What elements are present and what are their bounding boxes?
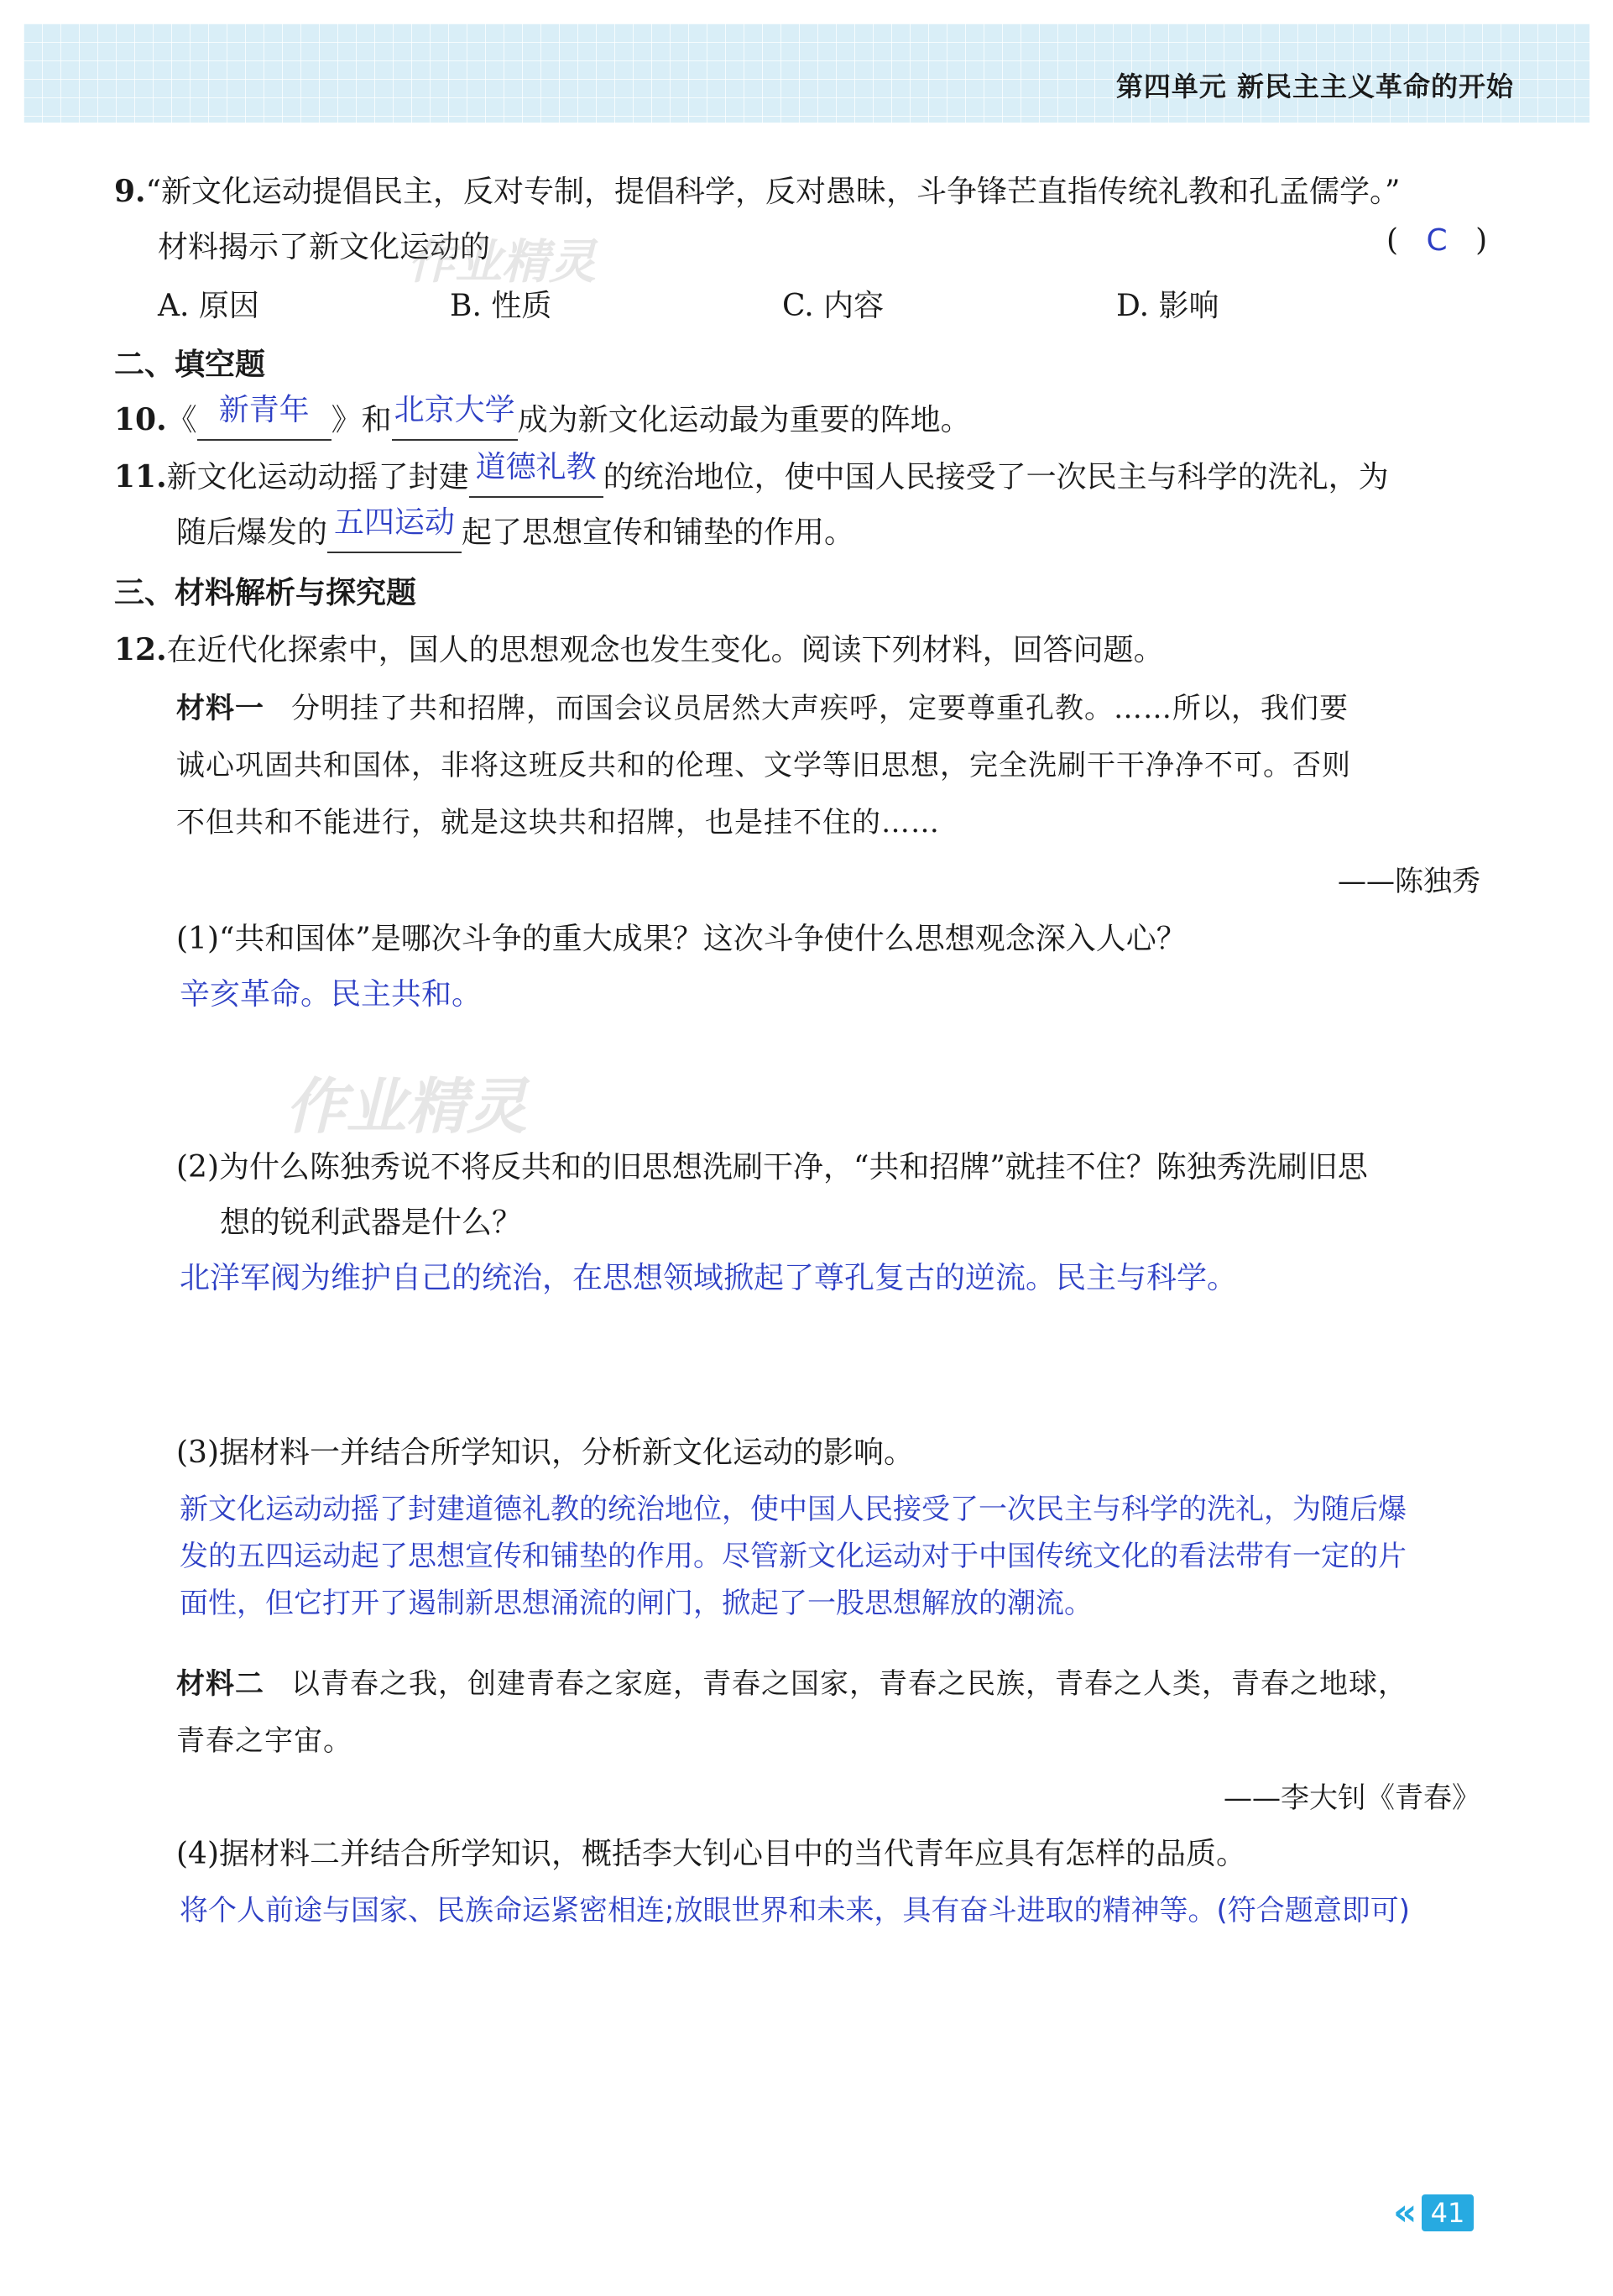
sub-answer-1: 辛亥革命。民主共和。 (180, 977, 483, 1012)
sub-question-4: (4)据材料二并结合所学知识，概括李大钊心目中的当代青年应具有怎样的品质。 (176, 1837, 1246, 1871)
question-number: 9. (114, 174, 146, 209)
question-11 (114, 450, 1389, 498)
sub-question-1: (1)“共和国体”是哪次斗争的重大成果？这次斗争使什么思想观念深入人心？ (176, 922, 1187, 956)
text: 新文化运动动摇了封建 (166, 460, 469, 494)
question-text: “新文化运动提倡民主，反对专制，提倡科学，反对愚昧，斗争锋芒直指传统礼教和孔孟儒学。” (145, 175, 1401, 209)
text: 》和 (331, 403, 392, 437)
material-1-line3: 不但共和不能进行，就是这块共和招牌，也是挂不住的…… (176, 806, 940, 839)
sub-question-2-line2: 想的锐利武器是什么？ (220, 1206, 523, 1240)
watermark: 作业精灵 (285, 1071, 528, 1142)
text: 《 (166, 403, 197, 437)
question-number: 10. (114, 402, 167, 437)
chevron-left-icon: « (1393, 2191, 1417, 2234)
paren-open: ( (1386, 223, 1399, 258)
option-d: D. 影响 (1116, 289, 1219, 323)
section-fill-blank: 二、填空题 (114, 348, 266, 382)
answer-choice: C (1426, 223, 1448, 258)
section-material-analysis: 三、材料解析与探究题 (114, 576, 417, 610)
material-2-line1 (176, 1661, 1407, 1702)
question-12 (114, 626, 1164, 669)
question-text: 材料揭示了新文化运动的 (158, 230, 491, 264)
text: 随后爆发的 (176, 515, 328, 550)
material-text: 分明挂了共和招牌，而国会议员居然大声疾呼，定要尊重孔教。……所以，我们要 (291, 692, 1349, 725)
sub-question-3: (3)据材料一并结合所学知识，分析新文化运动的影响。 (176, 1436, 914, 1470)
blank-2 (327, 505, 462, 553)
sub-answer-4: 将个人前途与国家、民族命运紧密相连;放眼世界和未来，具有奋斗进取的精神等。(符合题意即可) (180, 1894, 1410, 1927)
material-2-line2: 青春之宇宙。 (176, 1724, 352, 1758)
material-text: 以青春之我，创建青春之家庭，青春之国家，青春之民族，青春之人类，青春之地球， (291, 1667, 1407, 1701)
paren-close: ) (1475, 223, 1488, 258)
question-number: 11. (114, 459, 167, 494)
sub-answer-3-line2: 发的五四运动起了思想宣传和铺垫的作用。尽管新文化运动对于中国传统文化的看法带有一定的片 (180, 1540, 1407, 1573)
blank-1 (469, 450, 603, 498)
question-text: 在近代化探索中，国人的思想观念也发生变化。阅读下列材料，回答问题。 (166, 633, 1164, 667)
unit-title: 第四单元 新民主主义革命的开始 (1115, 71, 1514, 102)
page-number: 41 (1422, 2194, 1474, 2231)
question-11-line2 (176, 505, 855, 553)
sub-answer-3-line1: 新文化运动动摇了封建道德礼教的统治地位，使中国人民接受了一次民主与科学的洗礼，为随后爆 (180, 1493, 1407, 1526)
answer-parens (1386, 223, 1487, 258)
blank-1 (197, 393, 331, 441)
sub-answer-3-line3: 面性，但它打开了遏制新思想涌流的闸门，掀起了一股思想解放的潮流。 (180, 1587, 1093, 1620)
material-2-source: ——李大钊《青春》 (1224, 1781, 1480, 1815)
sub-question-2-line1: (2)为什么陈独秀说不将反共和的旧思想洗刷干净，“共和招牌”就挂不住？陈独秀洗刷旧思 (176, 1150, 1368, 1185)
blank-answer: 道德礼教 (475, 450, 597, 484)
blank-answer: 五四运动 (334, 505, 456, 540)
option-a: A. 原因 (158, 289, 259, 323)
watermark: 作业精灵 (408, 235, 596, 290)
material-1-source: ——陈独秀 (1338, 865, 1480, 898)
option-b: B. 性质 (450, 289, 552, 323)
question-10 (114, 393, 971, 441)
question-9 (114, 168, 1400, 211)
material-label: 材料一 (176, 692, 264, 725)
material-1-line1 (176, 685, 1349, 726)
text: 起了思想宣传和铺垫的作用。 (462, 515, 855, 550)
material-1-line2: 诚心巩固共和国体，非将这班反共和的伦理、文学等旧思想，完全洗刷干干净净不可。否则 (176, 749, 1351, 782)
question-number: 12. (114, 632, 167, 667)
sub-answer-2: 北洋军阀为维护自己的统治，在思想领域掀起了尊孔复古的逆流。民主与科学。 (180, 1261, 1238, 1295)
blank-2 (392, 393, 518, 441)
text: 的统治地位，使中国人民接受了一次民主与科学的洗礼，为 (603, 460, 1389, 494)
blank-answer: 新青年 (218, 393, 310, 427)
text: 成为新文化运动最为重要的阵地。 (517, 403, 971, 437)
blank-answer: 北京大学 (394, 393, 515, 427)
option-c: C. 内容 (782, 289, 885, 323)
material-label: 材料二 (176, 1667, 264, 1701)
